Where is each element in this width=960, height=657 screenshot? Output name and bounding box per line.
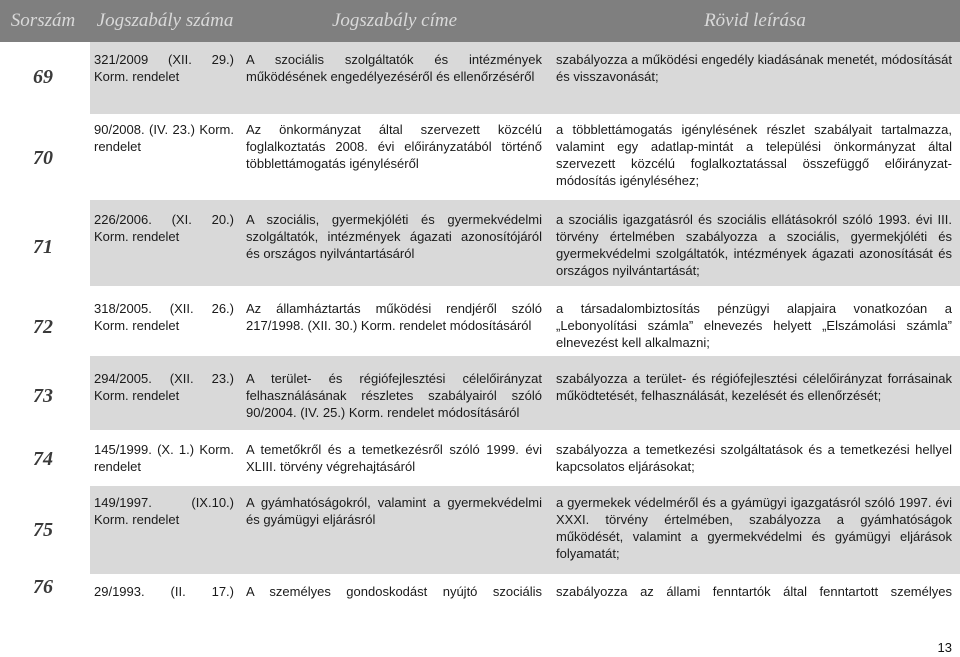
row-number: 72 [33,316,53,338]
table-row [0,486,960,574]
jogszabaly-cime-cell: A szociális, gyermekjóléti és gyermekvédelmi szolgáltatók, intézmények ágazati azonosítójáról és országos nyilvántartásáról [246,212,542,261]
rovid-leiras-cell: szabályozza a terület- és régiófejlesztési célelőirányzat forrásainak működtetését, felhasználását, kezelését és ellenőrzését; [556,371,952,403]
row-number: 70 [33,147,53,169]
jogszabaly-cime-cell: A terület- és régiófejlesztési célelőirányzat felhasználásának részletes szabályairól szóló 90/2004. (IV. 25.) Korm. rendelet módosításáról [246,371,542,420]
jogszabaly-cime-cell: A személyes gondoskodást nyújtó szociális [246,584,542,599]
jogszabaly-szama-cell: 226/2006. (XI. 20.) Korm. rendelet [94,212,234,244]
jogszabaly-szama-cell: 318/2005. (XII. 26.) Korm. rendelet [94,301,234,333]
jogszabaly-cime-cell: Az önkormányzat által szervezett közcélú foglalkoztatás 2008. évi előirányzatából történő többlettámogatás igényléséről [246,122,542,171]
row-number: 73 [33,385,53,407]
table-row [0,356,960,430]
jogszabaly-cime-cell: A szociális szolgáltatók és intézmények működésének engedélyezéséről és ellenőrzéséről [246,52,542,84]
rovid-leiras-cell: a szociális igazgatásról és szociális ellátásokról szóló 1993. évi III. törvény értelmében szabályozza a szociális, gyermekjóléti és gyermekvédelmi szolgáltatók, intézmények ágazati azonosítását és országos nyilvántartását; [556,212,952,278]
table-row [0,200,960,286]
jogszabaly-szama-cell: 149/1997. (IX.10.) Korm. rendelet [94,495,234,527]
rovid-leiras-cell: a társadalombiztosítás pénzügyi alapjaira vonatkozóan a „Lebonyolítási számla” elnevezés helyett „Elszámolási számla” elnevezést kell alkalmazni; [556,301,952,350]
jogszabaly-cime-cell: A gyámhatóságokról, valamint a gyermekvédelmi és gyámügyi eljárásról [246,495,542,527]
rovid-leiras-cell: szabályozza az állami fenntartók által fenntartott személyes [556,584,952,599]
header-jogszabaly-szama: Jogszabály száma [96,10,234,31]
row-number: 71 [33,236,53,258]
row-number: 76 [33,576,53,598]
table-row [0,42,960,114]
row-number: 75 [33,519,53,541]
table-row [0,286,960,356]
header-rovid-leirasa: Rövid leírása [704,10,806,31]
table-row [0,430,960,486]
jogszabaly-cime-cell: Az államháztartás működési rendjéről szóló 217/1998. (XII. 30.) Korm. rendelet módosításáról [246,301,542,333]
table-header [0,0,960,42]
header-jogszabaly-cime: Jogszabály címe [331,10,458,31]
rovid-leiras-cell: a többlettámogatás igénylésének részlet szabályait tartalmazza, valamint egy adatlap-mintát a települési önkormányzat által szervezett közcélú foglalkoztatással összefüggő előirányzat-módosítás igényléséhez; [556,122,952,188]
jogszabaly-szama-cell: 90/2008. (IV. 23.) Korm. rendelet [94,122,234,154]
page-number: 13 [937,640,952,655]
row-number: 74 [33,448,53,470]
rovid-leiras-cell: szabályozza a működési engedély kiadásának menetét, módosítását és visszavonását; [556,52,953,84]
jogszabaly-szama-cell: 145/1999. (X. 1.) Korm. rendelet [94,442,234,474]
rovid-leiras-cell: a gyermekek védelméről és a gyámügyi igazgatásról szóló 1997. évi XXXI. törvény értelmében, szabályozza a gyámhatóságok működését, valamint a gyermekvédelmi és gyámügyi eljárások folyamatát; [556,495,952,561]
header-sorszam: Sorszám [10,10,76,31]
jogszabaly-szama-cell: 321/2009 (XII. 29.) Korm. rendelet [94,52,234,84]
table-row [0,574,960,600]
table-row [0,114,960,200]
jogszabaly-szama-cell: 294/2005. (XII. 23.) Korm. rendelet [94,371,234,403]
rovid-leiras-cell: szabályozza a temetkezési szolgáltatások és a temetkezési hellyel kapcsolatos eljárásokat; [556,442,952,474]
jogszabaly-cime-cell: A temetőkről és a temetkezésről szóló 1999. évi XLIII. törvény végrehajtásáról [246,442,542,474]
jogszabaly-szama-cell: 29/1993. (II. 17.) [94,584,234,599]
row-number: 69 [33,66,53,88]
